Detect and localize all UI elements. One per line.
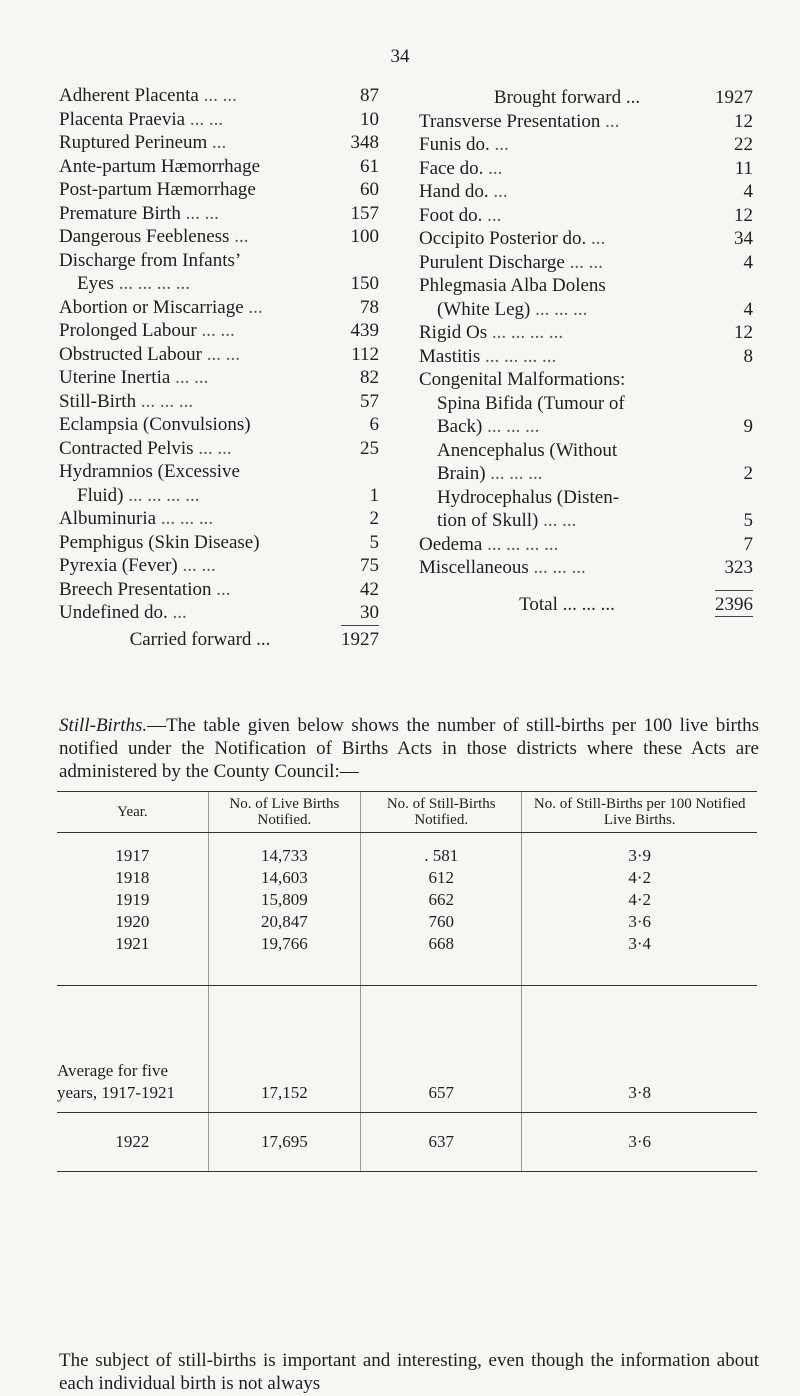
item-leader-dots: ... [207,132,227,153]
item-label-text: Eyes [77,273,114,294]
item-label [419,274,717,298]
header-still-births: No. of Still-Births Notified. [360,792,521,833]
cell: 3·8 [522,986,757,1113]
cell: Average for five years, 1917-1921 [57,986,208,1113]
cell: 760 [360,911,521,933]
list-item [419,392,753,416]
item-label-text: Hand do. [419,181,489,202]
cell: 1918 [115,868,150,887]
item-value: 100 [350,226,379,247]
still-births-text: —The table given below shows the number of still-births per 100 live births notified under the Notification of Births Acts in those districts where these Acts are administered by the County Council:— [59,715,759,782]
cell: 668 [360,933,521,986]
item-leader-dots: ... [482,204,502,226]
item-label-text: Phlegmasia Alba Dolens [419,275,606,296]
item-label [419,533,717,557]
cell: 1922 [57,1113,208,1172]
spacer [419,580,753,590]
item-leader-dots: ... ... ... [485,463,543,484]
list-item [419,556,753,580]
table-row-1922 [57,1113,757,1172]
item-value: 82 [360,367,379,388]
sum-rule [715,616,753,617]
item-label [59,272,343,296]
item-leader-dots: ... [167,602,187,623]
item-label-text: Brain) [437,463,486,484]
item-value: 348 [350,132,379,153]
item-label-text: Dangerous Feebleness [59,226,230,247]
list-item [419,204,753,228]
item-leader-dots: ... ... ... [136,390,194,412]
item-label [419,392,717,416]
item-value: 57 [360,390,379,412]
carried-forward-label: Carried forward ... [129,628,271,650]
brought-forward [419,86,753,110]
item-leader-dots: ... ... [196,320,235,341]
item-label [59,413,343,437]
list-item [419,133,753,157]
item-label-text: Discharge from Infants’ [59,249,242,271]
item-leader-dots: ... ... [564,251,603,273]
item-leader-dots: ... [488,181,508,202]
item-label [419,204,717,228]
item-leader-dots: ... ... ... ... [113,273,190,294]
item-label-text: Spina Bifida (Tumour of [437,392,625,414]
cell: 662 [360,889,521,911]
cell: 1921 [57,933,208,986]
item-value [717,392,753,416]
list-item [419,274,753,298]
list-item [59,84,379,108]
item-value: 157 [350,202,379,224]
item-label-text: Contracted Pelvis [59,437,194,459]
list-item [59,108,379,132]
item-label-text: Ruptured Perineum [59,132,208,153]
item-value: 30 [360,602,379,623]
brought-forward-label: Brought forward ... [493,87,641,108]
item-label [59,390,343,414]
item-label [59,155,343,179]
list-item [419,345,753,369]
item-value [343,460,379,484]
item-label [59,578,343,602]
list-item [419,227,753,251]
carried-forward [59,628,379,652]
item-label-text: Eclampsia (Convulsions) [59,414,251,435]
item-label [59,178,343,202]
item-label [59,249,343,273]
header-rate: No. of Still-Births per 100 Notified Live Births. [522,792,757,833]
item-value: 10 [360,108,379,130]
cell: 17,152 [208,986,360,1113]
item-label [59,460,343,484]
list-item [419,462,753,486]
item-value: 4 [743,298,753,320]
item-value: 34 [734,228,753,249]
item-label-text: Foot do. [419,204,483,226]
item-label [59,366,343,390]
list-item [59,272,379,296]
item-label [419,556,717,580]
list-item [419,110,753,134]
item-value: 5 [369,531,379,553]
header-live-births: No. of Live Births Notified. [208,792,360,833]
item-value: 22 [734,134,753,155]
item-leader-dots: ... ... ... [156,508,214,529]
item-leader-dots: ... ... [538,510,577,531]
cell: 3·9 [522,833,757,868]
item-leader-dots: ... ... [177,555,216,576]
item-leader-dots: ... ... ... [530,298,588,320]
item-label-text: Face do. [419,157,484,179]
cell: 3·6 [522,911,757,933]
cell: 19,766 [208,933,360,986]
item-label-text: tion of Skull) [437,510,539,531]
table-row [57,867,757,889]
item-label-text: Placenta Praevia [59,108,186,130]
item-label-text: Miscellaneous [419,557,529,578]
item-label-text: Purulent Discharge [419,251,565,273]
item-leader-dots: ... [586,228,606,249]
item-label [419,180,717,204]
item-label-text: Pemphigus (Skin Disease) [59,531,260,553]
list-item [59,343,379,367]
item-leader-dots: ... ... [185,108,224,130]
list-item [419,533,753,557]
item-value: 112 [351,343,379,365]
table-row [57,911,757,933]
item-label [59,296,343,320]
item-label-text: Occipito Posterior do. [419,228,587,249]
item-label-text: Transverse Presentation [419,110,601,132]
list-item [59,460,379,484]
item-label [419,251,717,275]
list-item [419,180,753,204]
header-year: Year. [57,792,208,833]
item-label-text: Pyrexia (Fever) [59,555,178,576]
table-row [57,833,757,868]
cell: 14,603 [208,867,360,889]
item-label [59,437,343,461]
item-value: 7 [743,533,753,555]
item-value: 2 [369,508,379,529]
cell: 17,695 [208,1113,360,1172]
item-label-text: Congenital Malformations: [419,369,626,390]
item-leader-dots: ... [600,110,620,132]
item-value: 4 [743,251,753,273]
item-label-text: Ante-partum Hæmorrhage [59,155,261,177]
cell: 4·2 [522,889,757,911]
item-leader-dots: ... ... [170,367,209,388]
item-label-text: Premature Birth [59,202,181,224]
item-leader-dots: ... ... ... ... [480,345,557,367]
item-leader-dots: ... ... ... ... [487,322,564,343]
item-label-text: Post-partum Hæmorrhage [59,179,256,200]
item-label-text: Funis do. [419,134,490,155]
item-value: 439 [350,320,379,341]
page-number: 34 [390,46,410,67]
item-leader-dots: ... ... [198,85,237,106]
list-item [59,155,379,179]
cell: 1917 [115,846,150,865]
item-value: 25 [360,437,379,459]
item-leader-dots: ... ... [193,437,232,459]
cell: 1920 [115,912,150,931]
item-label-text: Anencephalus (Without [437,439,618,461]
item-value: 4 [743,181,753,202]
list-item [419,415,753,439]
item-value: 12 [734,110,753,132]
item-label-text: Abortion or Miscarriage [59,296,244,318]
item-value: 60 [360,179,379,200]
item-leader-dots: ... [229,226,249,247]
item-value [343,249,379,273]
item-value: 8 [743,345,753,367]
item-label [59,225,343,249]
item-label [419,509,717,533]
item-label [419,157,717,181]
cell: . 581 [360,833,521,868]
total-value: 2396 [715,593,753,615]
item-label-text: Undefined do. [59,602,168,623]
list-item [419,486,753,510]
item-leader-dots: ... [489,134,509,155]
item-label [419,415,717,439]
cell: 15,809 [208,889,360,911]
item-value: 1 [369,484,379,506]
cell: 4·2 [522,867,757,889]
cell: 20,847 [208,911,360,933]
list-item [59,484,379,508]
item-label-text: Hydrocephalus (Disten- [437,486,620,508]
list-item [59,437,379,461]
item-label [59,84,343,108]
item-leader-dots: ... ... [180,202,219,224]
total [419,593,753,617]
item-value [717,274,753,298]
carried-forward-value: 1927 [341,628,379,650]
item-value: 42 [360,578,379,600]
item-leader-dots: ... [243,296,263,318]
item-label [59,319,343,343]
item-value: 2 [743,463,753,484]
cell: 3·6 [522,1113,757,1172]
list-item [59,225,379,249]
item-label-text: Fluid) [77,484,124,506]
item-label-text: Adherent Placenta [59,85,199,106]
sum-rule [341,625,379,626]
list-item [419,298,753,322]
item-leader-dots: ... ... [201,343,240,365]
table-header-row [57,792,757,833]
item-value: 323 [724,557,753,578]
list-item [59,178,379,202]
item-label-text: Breech Presentation [59,578,212,600]
item-value [717,439,753,463]
item-leader-dots: ... [483,157,503,179]
list-item [59,390,379,414]
cell: 637 [360,1113,521,1172]
item-value: 61 [360,155,379,177]
item-label-text: Albuminuria [59,508,157,529]
item-value [717,486,753,510]
list-item [59,249,379,273]
item-label [59,202,343,226]
item-label [419,321,717,345]
cell: 612 [360,867,521,889]
item-label-text: Prolonged Labour [59,320,197,341]
item-label-text: Rigid Os [419,322,488,343]
item-label-text: Still-Birth [59,390,137,412]
list-item [419,321,753,345]
list-item [59,601,379,625]
total-label: Total ... ... ... [519,593,615,615]
item-value: 9 [743,416,753,437]
item-label [419,486,717,510]
list-item [419,157,753,181]
right-column [419,84,753,617]
list-item [419,368,753,392]
list-item [59,131,379,155]
table-row [57,889,757,911]
item-label-text: Obstructed Labour [59,343,202,365]
item-label-text: Oedema [419,533,483,555]
item-label [59,507,343,531]
list-item [59,578,379,602]
item-leader-dots: ... ... ... [482,416,540,437]
item-value: 12 [734,204,753,226]
cell: 3·4 [522,933,757,986]
item-label [419,439,717,463]
item-leader-dots: ... ... ... ... [123,484,200,506]
cell: 14,733 [208,833,360,868]
bottom-paragraph: The subject of still-births is important and interesting, even though the information about each individual birth is not always [59,1350,759,1394]
item-label-text: Mastitis [419,345,481,367]
list-item [59,202,379,226]
still-births-table [57,791,757,1172]
item-leader-dots: ... ... ... [528,557,586,578]
item-label-text: (White Leg) [437,298,531,320]
table-row [57,933,757,986]
item-value: 6 [369,414,379,435]
item-label-text: Hydramnios (Excessive [59,461,240,482]
list-item [59,413,379,437]
list-item [59,554,379,578]
item-value: 78 [360,296,379,318]
item-value: 75 [360,555,379,576]
left-column [59,84,379,651]
item-value: 11 [734,157,753,179]
item-label [59,484,343,508]
item-label [419,227,717,251]
item-label [59,108,343,132]
item-value: 12 [734,322,753,343]
still-births-heading: Still-Births. [59,715,148,736]
brought-forward-value: 1927 [715,87,753,108]
list-item [419,439,753,463]
item-label-text: Back) [437,416,483,437]
list-item [59,366,379,390]
item-label [59,554,343,578]
item-label [419,345,717,369]
item-label [419,462,717,486]
cell: 657 [360,986,521,1113]
list-item [419,509,753,533]
list-item [59,296,379,320]
item-value: 87 [360,85,379,106]
item-leader-dots: ... [211,578,231,600]
item-label [419,298,717,322]
item-leader-dots: ... ... ... ... [482,533,559,555]
cell: 1919 [115,890,150,909]
item-label [59,343,343,367]
list-item [59,507,379,531]
item-value: 150 [350,273,379,294]
still-births-paragraph [59,714,759,783]
item-value [717,368,753,392]
table-row-average [57,986,757,1113]
item-label-text: Uterine Inertia [59,367,171,388]
item-label [59,601,343,625]
list-item [59,319,379,343]
list-item [59,531,379,555]
sum-rule [715,590,753,591]
item-value: 5 [743,510,753,531]
item-label [59,531,343,555]
item-label [419,368,717,392]
item-label [419,133,717,157]
item-label [419,110,717,134]
list-item [419,251,753,275]
item-label [59,131,343,155]
